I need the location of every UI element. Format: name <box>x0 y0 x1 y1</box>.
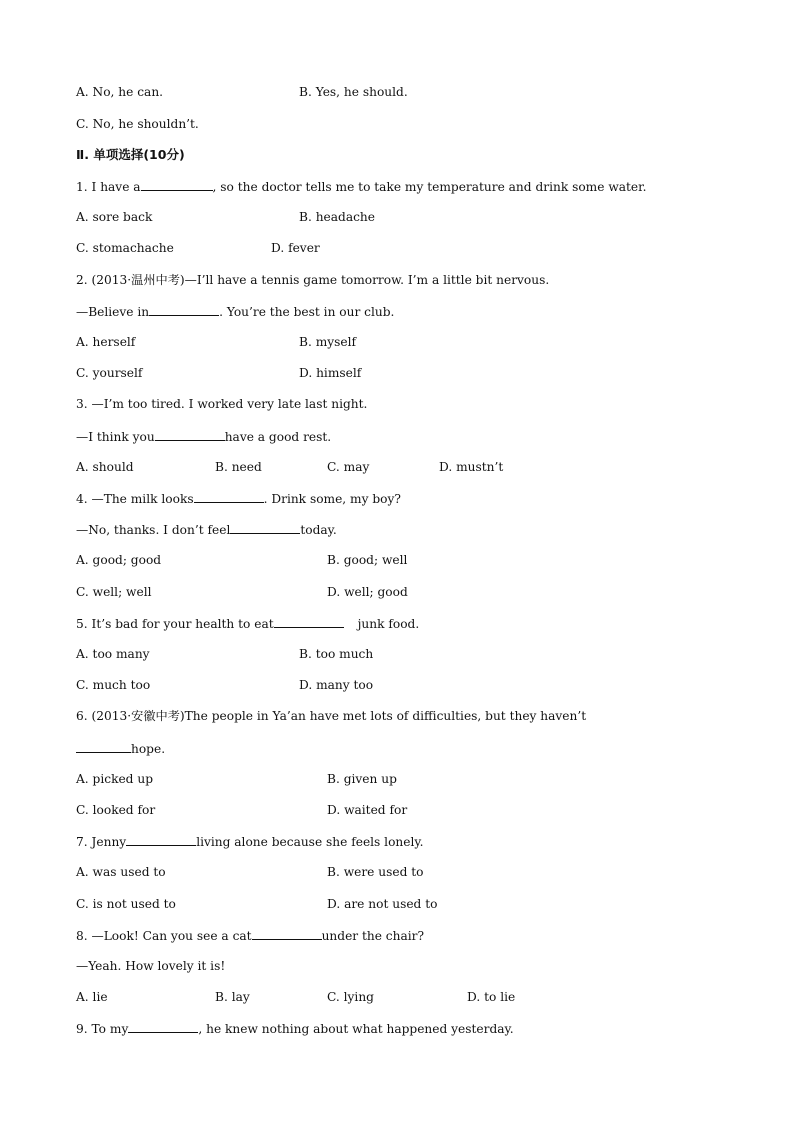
question-text: —No, thanks. I don’t feel <box>76 523 231 537</box>
option-c: C. No, he shouldn’t. <box>76 117 199 131</box>
question-text: 9. To my <box>76 1022 129 1036</box>
answer-blank <box>230 521 300 534</box>
question-3: 3. —I’m too tired. I worked very late last night. <box>76 397 368 411</box>
question-6-continued <box>76 740 165 757</box>
answer-blank <box>155 428 225 441</box>
option-c: C. looked for <box>76 803 156 817</box>
option-a: A. lie <box>76 990 108 1004</box>
question-text: under the chair? <box>321 929 425 943</box>
question-text: —Believe in <box>76 305 150 319</box>
option-b: B. good; well <box>327 553 408 567</box>
option-a: A. picked up <box>76 772 153 786</box>
question-7 <box>76 833 424 850</box>
question-6: 6. (2013·安徽中考)The people in Ya’an have met lots of difficulties, but they haven’t <box>76 709 587 723</box>
question-3-reply <box>76 428 331 445</box>
option-b: B. Yes, he should. <box>299 85 408 99</box>
option-d: D. are not used to <box>327 897 438 911</box>
option-a: A. good; good <box>76 553 162 567</box>
question-text: —I think you <box>76 430 155 444</box>
option-b: B. too much <box>299 647 374 661</box>
section-heading: Ⅱ. 单项选择(10分) <box>76 147 185 162</box>
option-d: D. waited for <box>327 803 408 817</box>
option-c: C. yourself <box>76 366 143 380</box>
answer-blank <box>128 1020 198 1033</box>
option-c: C. well; well <box>76 585 152 599</box>
answer-blank <box>76 740 131 753</box>
option-b: B. headache <box>299 210 375 224</box>
question-text: . Drink some, my boy? <box>263 492 401 506</box>
question-text: 5. It’s bad for your health to eat <box>76 617 274 631</box>
option-c: C. may <box>327 460 370 474</box>
option-b: B. were used to <box>327 865 424 879</box>
option-d: D. fever <box>271 241 320 255</box>
option-d: D. well; good <box>327 585 408 599</box>
option-a: A. sore back <box>76 210 153 224</box>
option-a: A. herself <box>76 335 136 349</box>
answer-blank <box>126 833 196 846</box>
option-c: C. lying <box>327 990 374 1004</box>
question-1 <box>76 178 647 195</box>
option-a: A. too many <box>76 647 150 661</box>
question-4 <box>76 490 401 507</box>
option-b: B. lay <box>215 990 250 1004</box>
option-c: C. is not used to <box>76 897 176 911</box>
question-text: 8. —Look! Can you see a cat <box>76 929 252 943</box>
question-8 <box>76 927 424 944</box>
question-2: 2. (2013·温州中考)—I’ll have a tennis game tomorrow. I’m a little bit nervous. <box>76 273 550 287</box>
option-a: A. should <box>76 460 134 474</box>
question-text: 4. —The milk looks <box>76 492 194 506</box>
question-8-reply: —Yeah. How lovely it is! <box>76 959 226 973</box>
question-text: 7. Jenny <box>76 835 127 849</box>
answer-blank <box>274 615 344 628</box>
option-b: B. myself <box>299 335 357 349</box>
question-2-reply <box>76 303 394 320</box>
option-d: D. to lie <box>467 990 516 1004</box>
question-text: today. <box>300 523 337 537</box>
option-b: B. need <box>215 460 262 474</box>
question-text: junk food. <box>357 617 420 631</box>
answer-blank <box>141 178 213 191</box>
option-b: B. given up <box>327 772 397 786</box>
option-d: D. mustn’t <box>439 460 504 474</box>
question-text: , he knew nothing about what happened yesterday. <box>198 1022 514 1036</box>
option-d: D. many too <box>299 678 374 692</box>
question-4-reply <box>76 521 337 538</box>
option-d: D. himself <box>299 366 362 380</box>
answer-blank <box>194 490 264 503</box>
question-text: living alone because she feels lonely. <box>196 835 424 849</box>
option-a: A. was used to <box>76 865 166 879</box>
question-text: , so the doctor tells me to take my temperature and drink some water. <box>212 180 647 194</box>
question-text: hope. <box>131 742 166 756</box>
option-c: C. much too <box>76 678 151 692</box>
question-text: . You’re the best in our club. <box>219 305 395 319</box>
question-text: 1. I have a <box>76 180 141 194</box>
answer-blank <box>252 927 322 940</box>
question-text: have a good rest. <box>224 430 332 444</box>
answer-blank <box>149 303 219 316</box>
question-9 <box>76 1020 514 1037</box>
option-a: A. No, he can. <box>76 85 164 99</box>
question-5 <box>76 615 419 632</box>
option-c: C. stomachache <box>76 241 174 255</box>
